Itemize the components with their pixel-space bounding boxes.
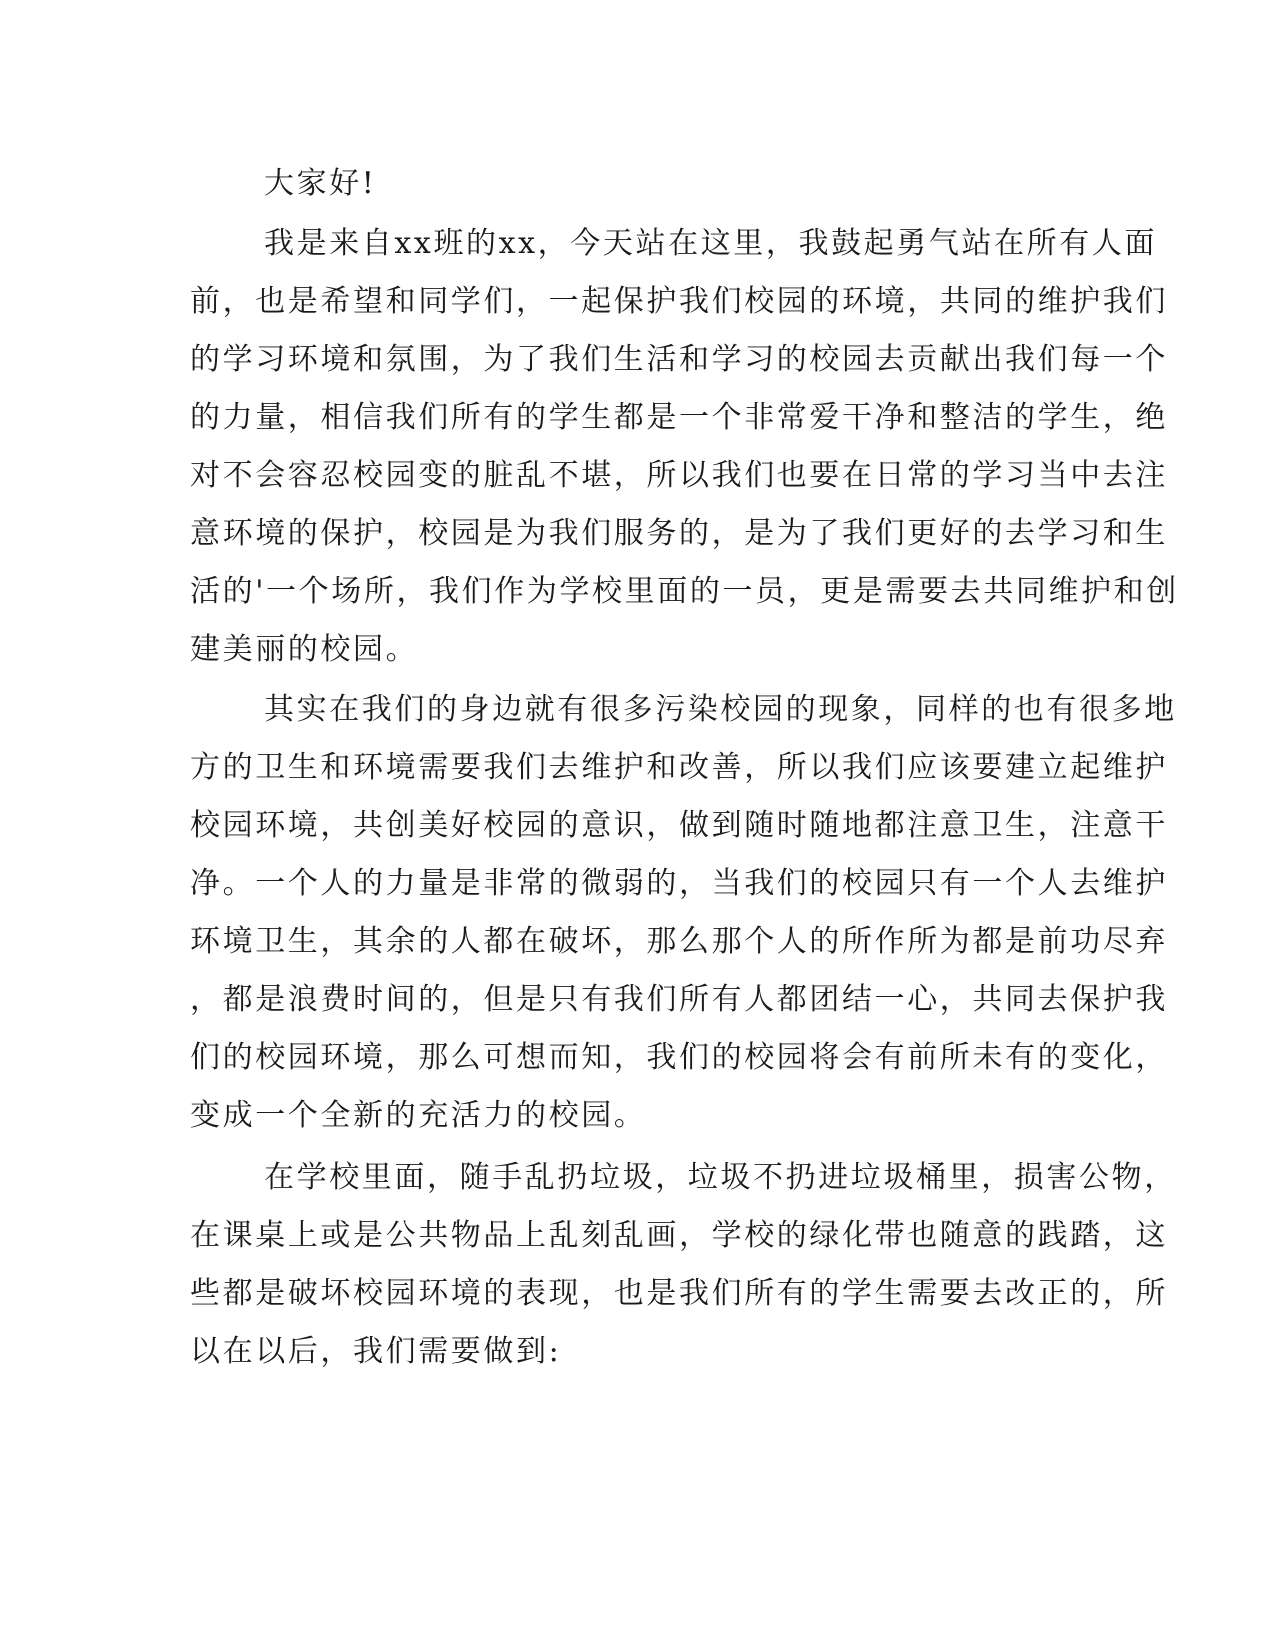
- paragraph-1-line: 建美丽的校园。: [190, 632, 419, 667]
- paragraph-2-line: 变成一个全新的充活力的校园。: [190, 1098, 647, 1133]
- paragraph-1-line: 意环境的保护，校园是为我们服务的，是为了我们更好的去学习和生: [190, 516, 1168, 551]
- paragraph-3-line: 在学校里面，随手乱扔垃圾，垃圾不扔进垃圾桶里，损害公物，: [264, 1160, 1177, 1195]
- paragraph-1-line: 对不会容忍校园变的脏乱不堪，所以我们也要在日常的学习当中去注: [190, 458, 1168, 493]
- paragraph-1-line: 的力量，相信我们所有的学生都是一个非常爱干净和整洁的学生，绝: [190, 400, 1168, 435]
- paragraph-1-line: 前，也是希望和同学们，一起保护我们校园的环境，共同的维护我们: [190, 284, 1168, 319]
- paragraph-3-line: 些都是破坏校园环境的表现，也是我们所有的学生需要去改正的，所: [190, 1276, 1168, 1311]
- paragraph-1-line: 活的'一个场所，我们作为学校里面的一员，更是需要去共同维护和创: [190, 574, 1179, 609]
- paragraph-3-line: 以在以后，我们需要做到:: [190, 1334, 562, 1369]
- greeting: 大家好!: [264, 166, 377, 201]
- paragraph-2-line: 们的校园环境，那么可想而知，我们的校园将会有前所未有的变化，: [190, 1040, 1168, 1075]
- paragraph-2-line: 校园环境，共创美好校园的意识，做到随时随地都注意卫生，注意干: [190, 808, 1168, 843]
- paragraph-2-line: 其实在我们的身边就有很多污染校园的现象，同样的也有很多地: [264, 692, 1177, 727]
- paragraph-2-line: 环境卫生，其余的人都在破坏，那么那个人的所作所为都是前功尽弃: [190, 924, 1168, 959]
- paragraph-2-line: ，都是浪费时间的，但是只有我们所有人都团结一心，共同去保护我: [190, 982, 1168, 1017]
- paragraph-1-line: 的学习环境和氛围，为了我们生活和学习的校园去贡献出我们每一个: [190, 342, 1168, 377]
- paragraph-2-line: 方的卫生和环境需要我们去维护和改善，所以我们应该要建立起维护: [190, 750, 1168, 785]
- paragraph-2-line: 净。一个人的力量是非常的微弱的，当我们的校园只有一个人去维护: [190, 866, 1168, 901]
- paragraph-1-line: 我是来自xx班的xx，今天站在这里，我鼓起勇气站在所有人面: [264, 226, 1158, 261]
- paragraph-3-line: 在课桌上或是公共物品上乱刻乱画，学校的绿化带也随意的践踏，这: [190, 1218, 1168, 1253]
